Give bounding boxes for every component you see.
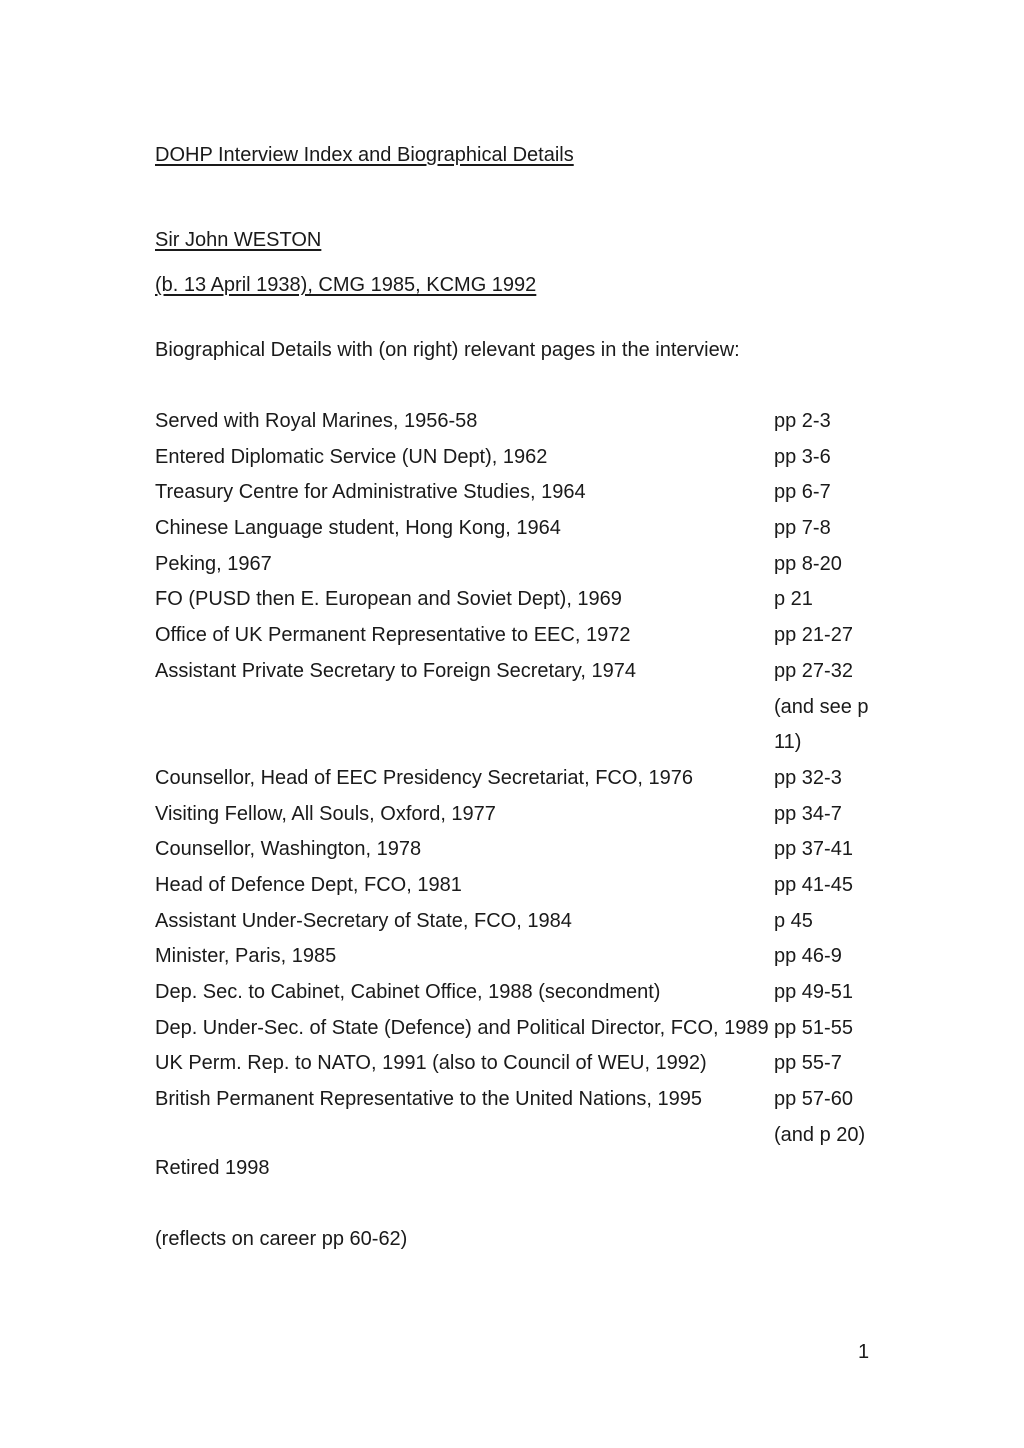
career-post: Assistant Private Secretary to Foreign Secretary, 1974 [155,659,636,682]
career-row [155,582,875,618]
career-pages: pp 8-20 [774,552,842,575]
career-pages: pp 55-7 [774,1052,842,1075]
career-pages: pp 3-6 [774,445,831,468]
career-post: Office of UK Permanent Representative to EEC, 1972 [155,624,631,647]
career-row [155,618,875,654]
career-post [155,725,774,761]
career-post: Head of Defence Dept, FCO, 1981 [155,873,462,896]
career-post: Minister, Paris, 1985 [155,945,337,968]
career-row [155,797,875,833]
career-pages: pp 49-51 [774,981,853,1003]
career-row [155,1011,875,1047]
career-post: British Permanent Representative to the United Nations, 1995 [155,1088,702,1111]
career-row [155,690,875,726]
career-post: Visiting Fellow, All Souls, Oxford, 1977 [155,802,496,825]
career-row [155,904,875,940]
career-pages: pp 27-32 [774,659,853,682]
career-row [155,1082,875,1118]
career-pages: p 45 [774,909,813,932]
career-post [155,690,774,726]
intro-text: Biographical Details with (on right) relevant pages in the interview: [155,339,740,361]
career-row [155,975,875,1011]
career-pages: pp 34-7 [774,802,842,825]
reflects-text: (reflects on career pp 60-62) [155,1228,408,1250]
career-pages: (and see p [774,695,869,718]
career-row [155,440,875,476]
career-post: Assistant Under-Secretary of State, FCO, 1984 [155,909,572,932]
career-post: Counsellor, Head of EEC Presidency Secretariat, FCO, 1976 [155,766,694,789]
career-pages: pp 6-7 [774,481,831,504]
career-row [155,511,875,547]
career-pages: pp 2-3 [774,410,831,432]
career-post: Served with Royal Marines, 1956-58 [155,410,478,432]
career-post: UK Perm. Rep. to NATO, 1991 (also to Council of WEU, 1992) [155,1052,707,1075]
career-row [155,761,875,797]
career-row [155,725,875,761]
career-row [155,547,875,583]
career-pages: pp 7-8 [774,517,831,540]
career-row [155,1046,875,1082]
career-post: Counsellor, Washington, 1978 [155,838,422,861]
career-pages: pp 57-60 [774,1088,853,1111]
career-post: Peking, 1967 [155,552,272,575]
career-post: Treasury Centre for Administrative Studies, 1964 [155,481,586,504]
career-pages: 11) [774,731,802,754]
career-pages: (and p 20) [774,1123,866,1146]
person-name: Sir John WESTON [155,229,322,251]
career-post: FO (PUSD then E. European and Soviet Dept), 1969 [155,588,622,611]
career-list [155,404,875,1153]
document-title: DOHP Interview Index and Biographical Details [155,144,574,166]
career-pages: p 21 [774,588,813,611]
career-post [155,1118,774,1154]
person-honours: (b. 13 April 1938), CMG 1985, KCMG 1992 [155,274,537,296]
career-row [155,868,875,904]
career-pages: pp 51-55 [774,1016,853,1039]
career-post: Dep. Sec. to Cabinet, Cabinet Office, 1988 (secondment) [155,981,661,1003]
retired-text: Retired 1998 [155,1157,270,1179]
career-post: Chinese Language student, Hong Kong, 1964 [155,517,561,540]
career-row [155,939,875,975]
career-post: Dep. Under-Sec. of State (Defence) and Political Director, FCO, 1989 [155,1016,769,1039]
career-pages: pp 37-41 [774,838,853,861]
career-pages: pp 21-27 [774,624,853,647]
page-number: 1 [858,1341,870,1363]
career-post: Entered Diplomatic Service (UN Dept), 1962 [155,445,548,468]
career-row [155,1118,875,1154]
career-row [155,475,875,511]
career-row [155,404,875,440]
career-pages: pp 41-45 [774,873,853,896]
career-pages: pp 32-3 [774,766,842,789]
career-row [155,654,875,690]
career-pages: pp 46-9 [774,945,842,968]
career-row [155,832,875,868]
